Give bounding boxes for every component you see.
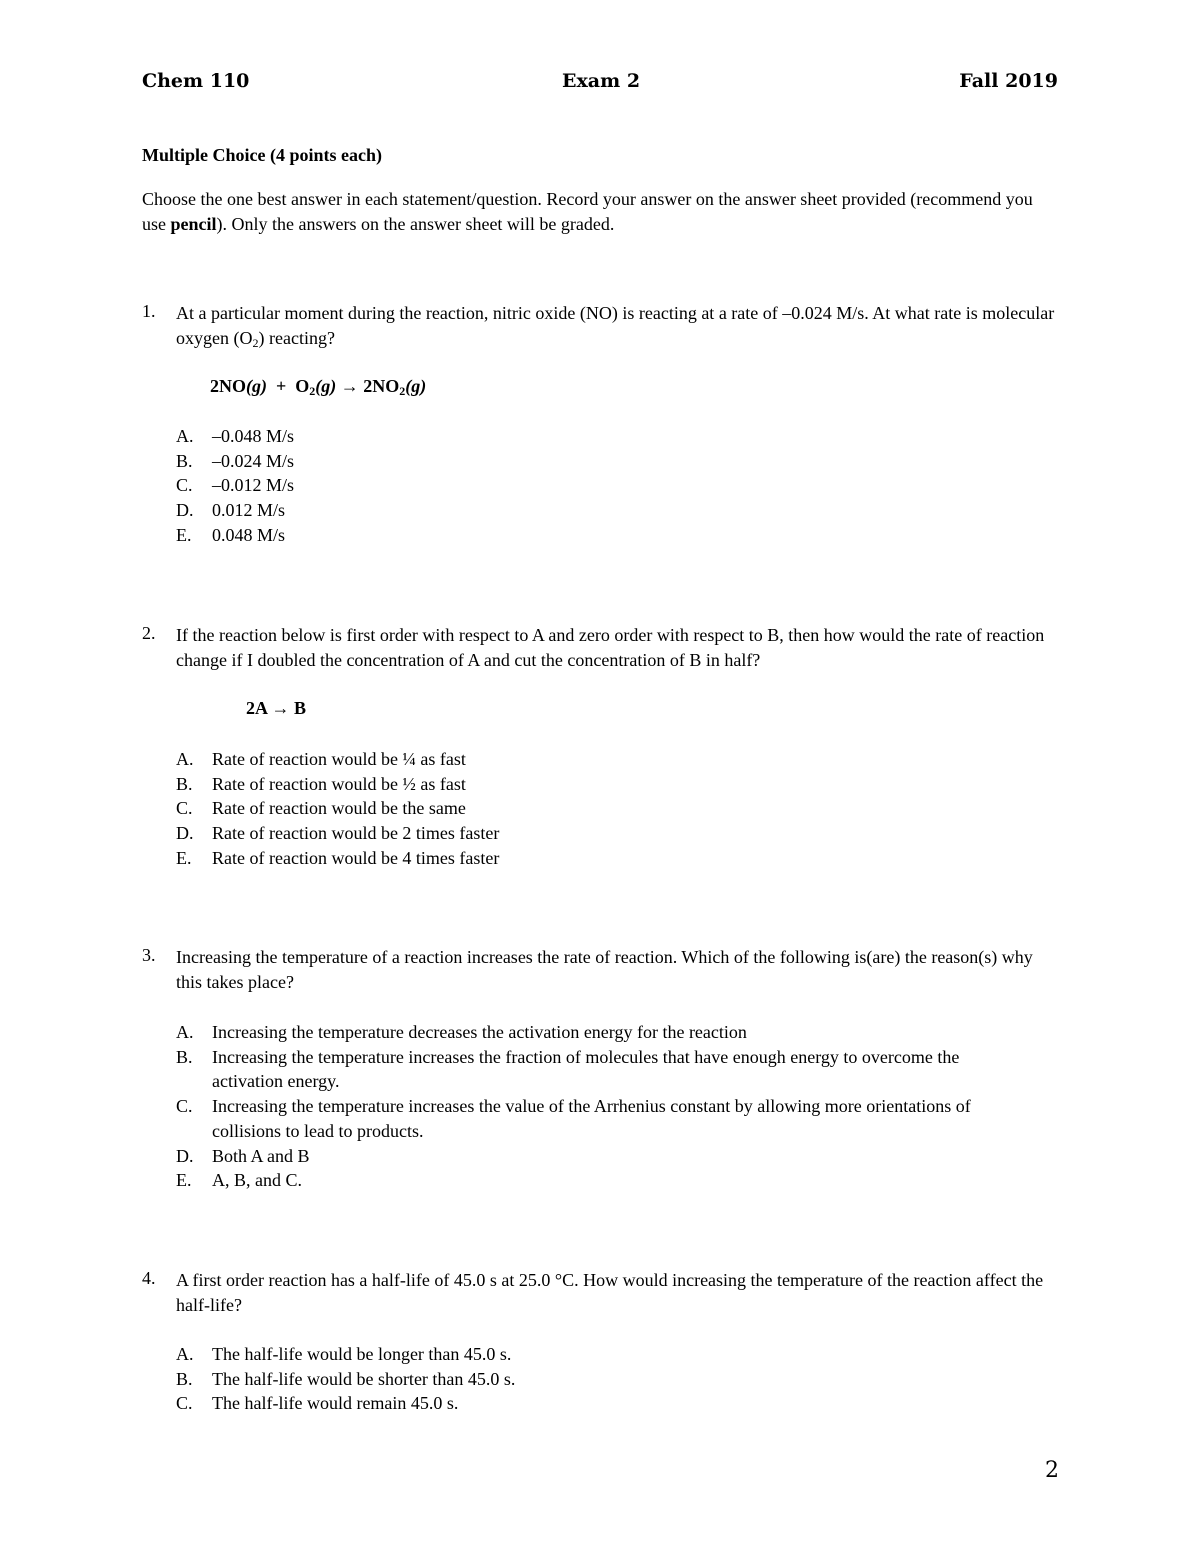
option-b[interactable]: [176, 1045, 1012, 1094]
stem-text: At a particular moment during the reaction, nitric oxide (NO) is reacting at a rate of –0.024 M/s. At what rate is molecular oxygen (O: [176, 303, 1055, 348]
option-d[interactable]: [176, 1144, 1012, 1169]
instructions-bold: pencil: [170, 214, 217, 234]
question-number: 1.: [142, 301, 156, 321]
option-c[interactable]: [176, 473, 1012, 498]
question-number: 3.: [142, 945, 156, 965]
option-text: Both A and B: [212, 1145, 310, 1166]
section-title: Multiple Choice (4 points each): [142, 145, 382, 165]
option-letter: B.: [176, 773, 193, 794]
question-number: 4.: [142, 1268, 156, 1288]
option-a[interactable]: [176, 747, 1012, 772]
option-text: 0.048 M/s: [212, 524, 286, 545]
question-stem: A first order reaction has a half-life of 45.0 s at 25.0 °C. How would increasing the temperature of the reaction affect the half-life?: [176, 1270, 1044, 1315]
course-title: Chem 110: [142, 70, 250, 92]
option-text: –0.048 M/s: [212, 426, 295, 446]
equation-1: [210, 376, 426, 397]
instructions-text-2: ). Only the answers on the answer sheet will be graded.: [216, 214, 615, 234]
option-letter: A.: [176, 749, 194, 769]
option-text: Increasing the temperature increases the fraction of molecules that have enough energy to overcome the activation energy.: [212, 1046, 960, 1092]
term-label: Fall 2019: [959, 70, 1058, 92]
option-e[interactable]: [176, 1168, 1012, 1193]
eq-part: → 2NO: [336, 376, 400, 396]
option-text: Rate of reaction would be ¼ as fast: [212, 749, 466, 769]
option-text: Rate of reaction would be ½ as fast: [212, 773, 466, 794]
eq-subscript: 2: [399, 384, 406, 398]
options-4: [176, 1342, 1012, 1416]
option-text: –0.012 M/s: [212, 475, 295, 496]
option-b[interactable]: [176, 449, 1012, 474]
option-letter: E.: [176, 524, 192, 545]
option-letter: D.: [176, 500, 194, 521]
option-text: Rate of reaction would be 4 times faster: [212, 847, 500, 868]
stem-subscript: 2: [252, 335, 259, 350]
option-d[interactable]: [176, 821, 1012, 846]
option-c[interactable]: [176, 796, 1012, 821]
option-a[interactable]: [176, 424, 1012, 449]
options-2: [176, 747, 1012, 871]
eq-subscript: 2: [309, 384, 316, 398]
equation-2: 2A → B: [246, 698, 307, 718]
option-text: The half-life would remain 45.0 s.: [212, 1393, 459, 1414]
option-e[interactable]: [176, 846, 1012, 871]
eq-state: (g): [405, 376, 427, 396]
option-b[interactable]: [176, 772, 1012, 797]
options-3: [176, 1020, 1012, 1193]
option-letter: D.: [176, 1145, 194, 1166]
option-text: Increasing the temperature increases the value of the Arrhenius constant by allowing more orientations of collisions to lead to products.: [212, 1096, 971, 1141]
option-letter: A.: [176, 1344, 194, 1364]
option-text: Rate of reaction would be 2 times faster: [212, 823, 500, 844]
option-text: Increasing the temperature decreases the activation energy for the reaction: [212, 1022, 747, 1042]
option-text: Rate of reaction would be the same: [212, 798, 466, 819]
stem-text-end: ) reacting?: [258, 327, 335, 348]
option-text: –0.024 M/s: [212, 450, 295, 471]
option-letter: C.: [176, 1393, 193, 1414]
option-letter: E.: [176, 847, 192, 868]
option-text: The half-life would be shorter than 45.0 s.: [212, 1368, 516, 1389]
option-letter: E.: [176, 1170, 192, 1191]
option-letter: A.: [176, 426, 194, 446]
option-letter: C.: [176, 1096, 193, 1117]
option-text: A, B, and C.: [212, 1170, 302, 1191]
option-text: 0.012 M/s: [212, 500, 286, 521]
option-c[interactable]: [176, 1391, 1012, 1416]
question-number: 2.: [142, 623, 156, 643]
eq-part: + O: [267, 376, 310, 396]
option-text: The half-life would be longer than 45.0 s.: [212, 1344, 512, 1364]
option-letter: B.: [176, 450, 193, 471]
exam-title: Exam 2: [562, 70, 641, 92]
option-letter: B.: [176, 1368, 193, 1389]
options-1: [176, 424, 1012, 548]
option-b[interactable]: [176, 1367, 1012, 1392]
option-d[interactable]: [176, 498, 1012, 523]
option-e[interactable]: [176, 523, 1012, 548]
option-a[interactable]: [176, 1342, 1012, 1367]
option-letter: C.: [176, 475, 193, 496]
instructions: [142, 187, 1042, 237]
option-letter: C.: [176, 798, 193, 819]
eq-state: (g): [246, 376, 267, 396]
eq-part: 2NO: [210, 376, 246, 396]
option-letter: D.: [176, 823, 194, 844]
question-stem: [176, 301, 1056, 350]
page-number: 2: [1045, 1458, 1059, 1483]
page-header: [142, 70, 1058, 102]
question-stem: If the reaction below is first order with respect to A and zero order with respect to B, then how would the rate of reaction change if I doubled the concentration of A and cut the concentration of B in half?: [176, 625, 1045, 670]
option-a[interactable]: [176, 1020, 1012, 1045]
option-c[interactable]: [176, 1094, 1012, 1143]
question-stem: Increasing the temperature of a reaction increases the rate of reaction. Which of the following is(are) the reason(s) why this takes place?: [176, 947, 1033, 992]
option-letter: B.: [176, 1046, 193, 1067]
option-letter: A.: [176, 1022, 194, 1042]
instructions-text-1: Choose the one best answer in each statement/question. Record your answer on the answer sheet provided (recommend you use: [142, 189, 1033, 234]
eq-state: (g): [315, 376, 337, 396]
